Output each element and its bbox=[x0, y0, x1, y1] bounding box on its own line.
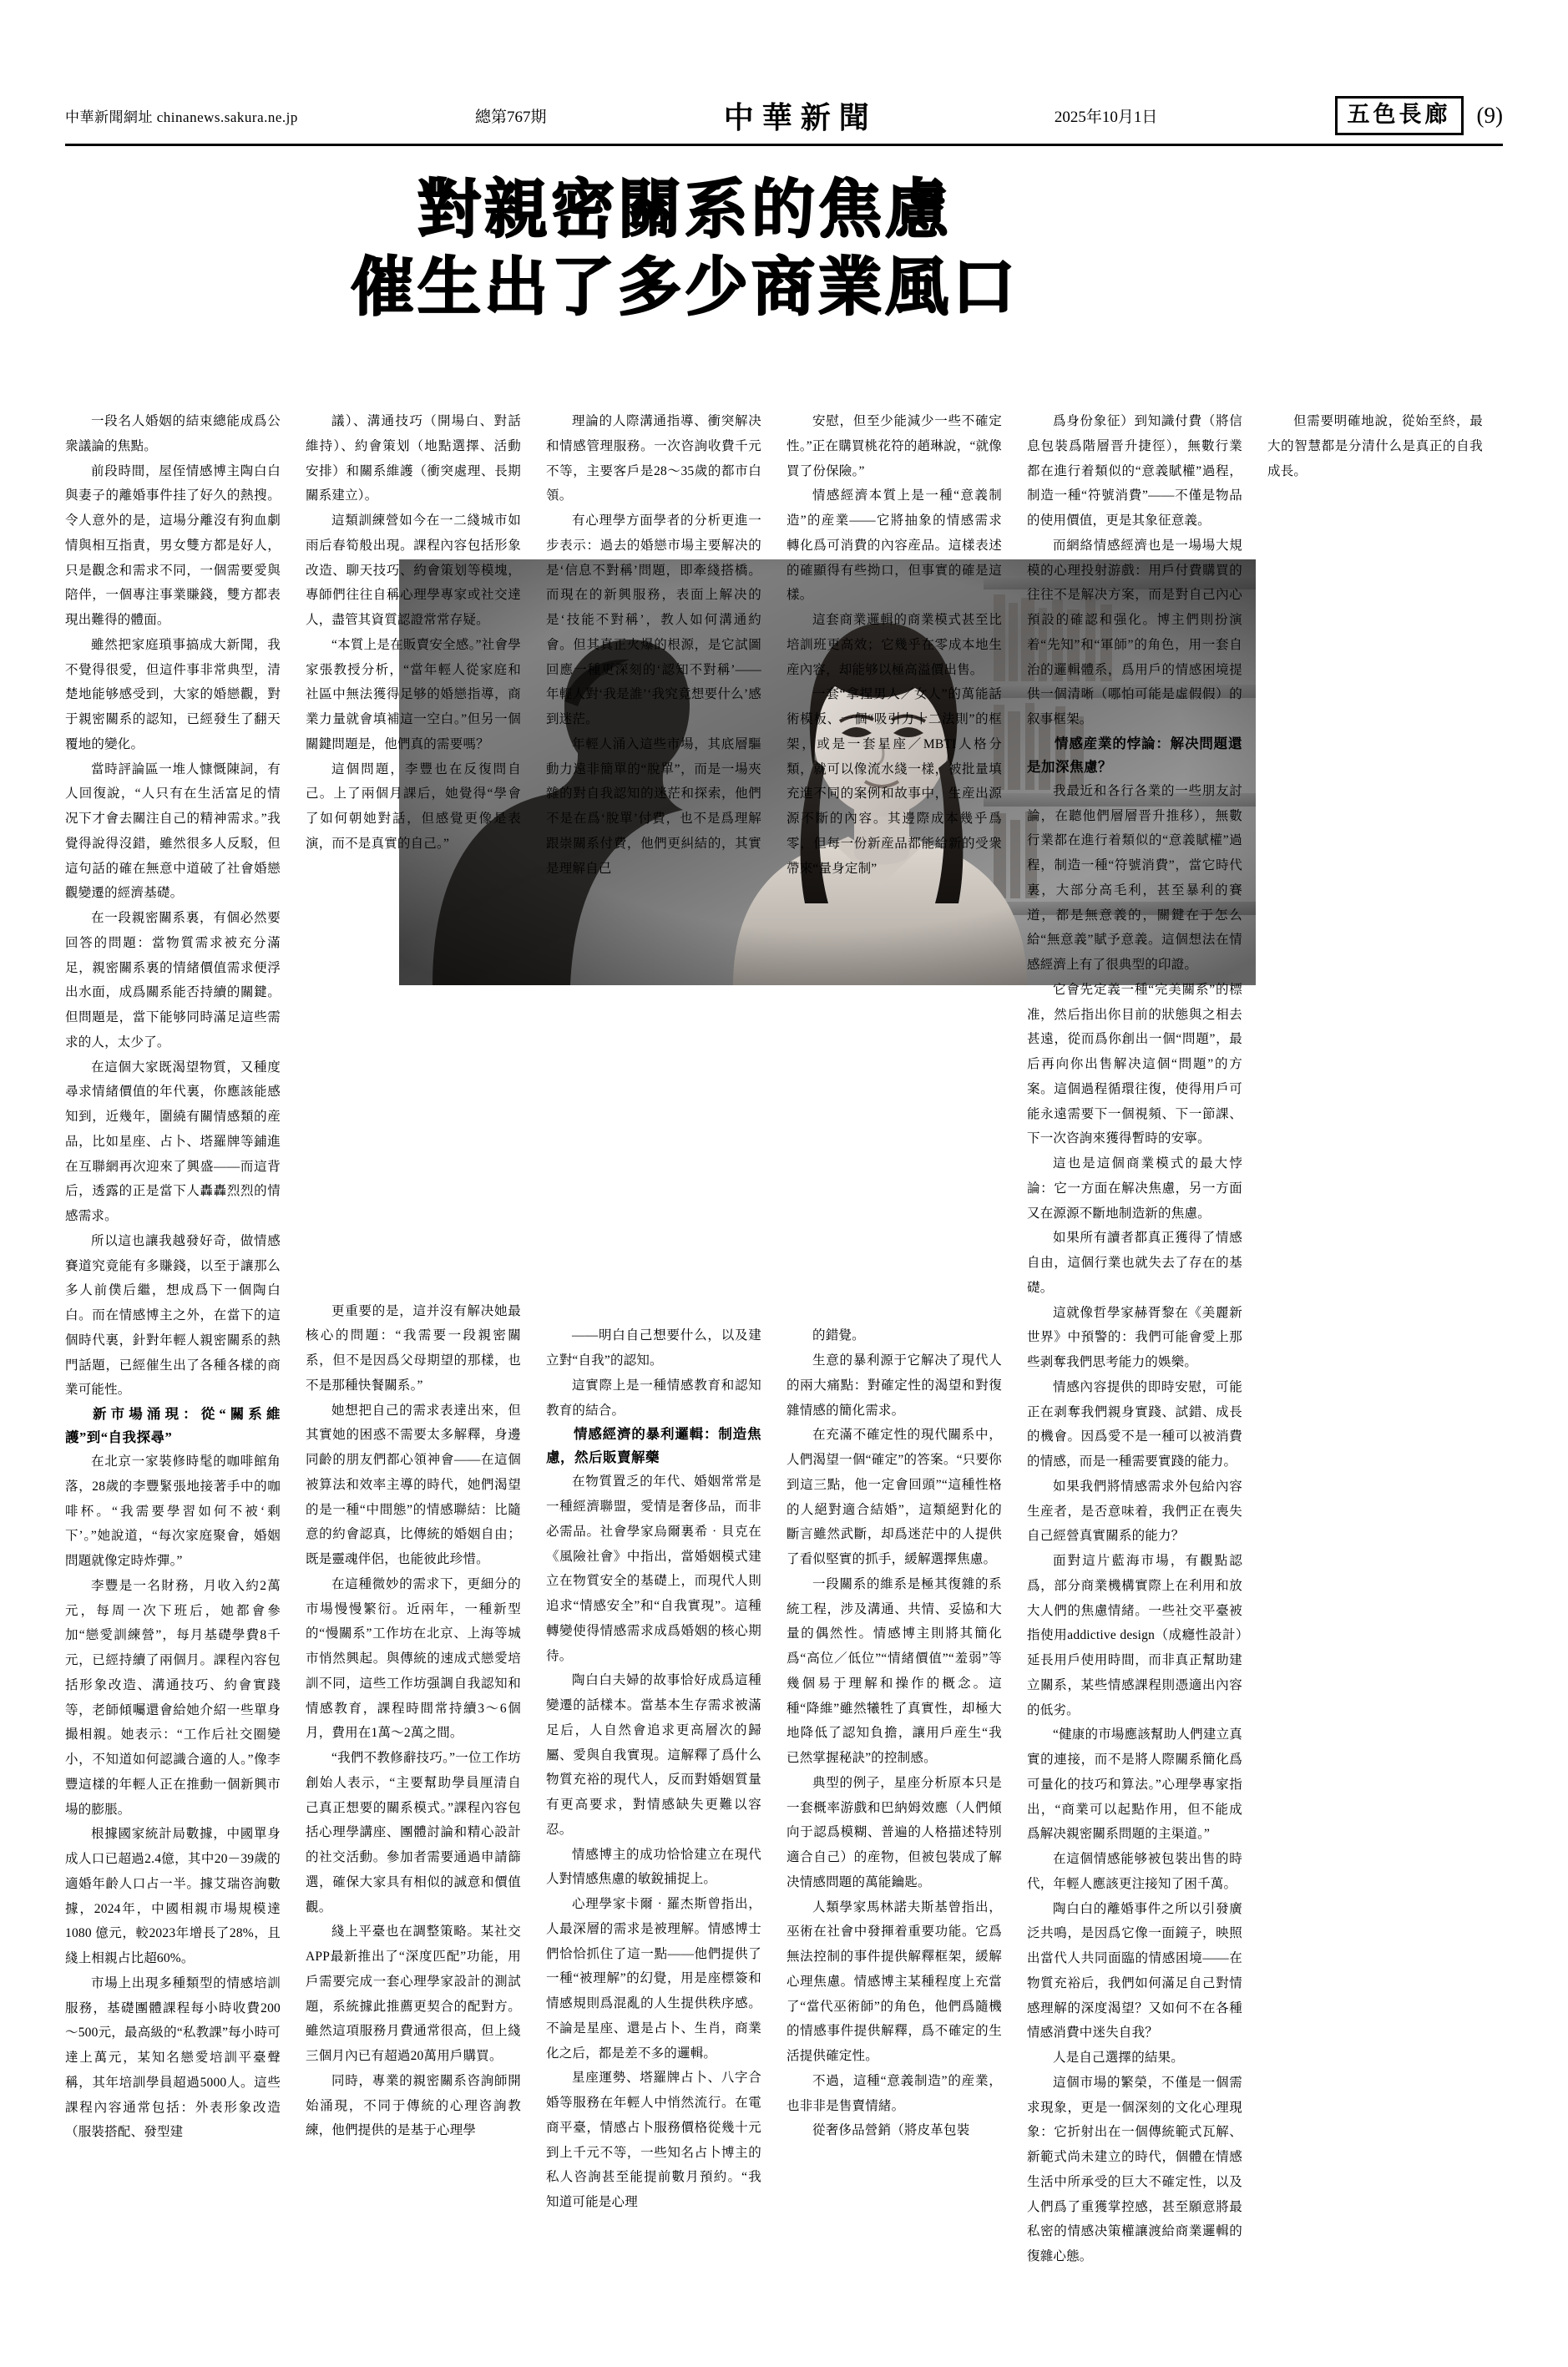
body-paragraph: 市場上出現多種類型的情感培訓服務，基礎團體課程每小時收費200～500元，最高級的“私教課”每小時可達上萬元，某知名戀愛培訓平臺聲稱，其年培訓學員超過5000人。這些課程內容通常包括：外表形象改造（服裝搭配、發型建 bbox=[65, 1975, 281, 2140]
body-paragraph: 議）、溝通技巧（開場白、對話維持）、約會策划（地點選擇、活動安排）和關系維護（衝突處理、長期關系建立）。 bbox=[306, 414, 521, 503]
body-paragraph: 而網絡情感經濟也是一場場大規模的心理投射游戲：用戶付費購買的往往不是解决方案，而是對自己內心預設的確認和强化。博主們則扮演着“先知”和“軍師”的角色，用一套自治的邏輯體系，爲用戶的情感困境提供一個清晰（哪怕可能是虛假假）的叙事框架。 bbox=[1027, 538, 1242, 726]
article-headline bbox=[100, 171, 1269, 326]
headline-line-2: 催生出了多少商業風口 bbox=[351, 249, 1019, 324]
body-paragraph: 情感博主的成功恰恰建立在現代人對情感焦慮的敏銳捕捉上。 bbox=[546, 1847, 761, 1887]
body-paragraph: 有心理學方面學者的分析更進一步表示：過去的婚戀市場主要解决的是‘信息不對稱’問題，即牽綫搭橋。而現在的新興服務，表面上解决的是‘技能不對稱’，教人如何溝通約會。但其真正火爆的根源，是它試圖回應一種更深刻的‘認知不對稱’——年輕人對‘我是誰’‘我究竟想要什么’感到迷茫。 bbox=[546, 513, 761, 726]
masthead-title: 中華新聞 bbox=[723, 100, 878, 134]
headline-line-1: 對親密關系的焦慮 bbox=[417, 172, 952, 246]
body-paragraph: 這個問題，李豐也在反復問自己。上了兩個月課后，她覺得“學會了如何朝她對話，但感覺更像是表演，而不是真實的自己。” bbox=[306, 761, 521, 851]
body-paragraph: “健康的市場應該幫助人們建立真實的連接，而不是將人際關系簡化爲可量化的技巧和算法。”心理學專家指出，“商業可以起點作用，但不能成爲解决親密關系問題的主渠道。” bbox=[1027, 1727, 1242, 1842]
column-6 bbox=[1267, 409, 1483, 483]
body-paragraph: 如果所有讀者都真正獲得了情感自由，這個行業也就失去了存在的基礎。 bbox=[1027, 1231, 1242, 1295]
body-paragraph: 這套商業邏輯的商業模式甚至比培訓班更高效；它幾乎在零成本地生産內容，却能够以極高溢價出售。 bbox=[787, 613, 1002, 677]
body-paragraph: 一段名人婚姻的結束總能成爲公衆議論的焦點。 bbox=[65, 414, 281, 453]
body-paragraph: 心理學家卡爾‧羅杰斯曾指出，人最深層的需求是被理解。情感博士們恰恰抓住了這一點——他們提供了一種“被理解”的幻覺，用是座標簽和情感規則爲混亂的人生提供秩序感。不論是星座、還是占卜、生肖，商業化之后，都是差不多的邏輯。 bbox=[546, 1897, 761, 2061]
body-paragraph: 在物質置乏的年代、婚姻常常是一種經濟聯盟，愛情是奢侈品，而非必需品。社會學家烏爾裏希‧貝克在《風險社會》中指出，當婚姻模式建立在物質安全的基礎上，而現代人則追求“情感安全”和“自我實現”。這種轉變使得情感需求成爲婚姻的核心期待。 bbox=[546, 1474, 761, 1663]
body-paragraph: 人是自己選擇的結果。 bbox=[1053, 2051, 1185, 2066]
body-paragraph: 在這種微妙的需求下，更細分的市場慢慢繁衍。近兩年，一種新型的“慢關系”工作坊在北京、上海等城市悄然興起。與傳統的速成式戀愛培訓不同，這些工作坊强調自我認知和情感教育，課程時間常持續3～6個月，費用在1萬～2萬之間。 bbox=[306, 1576, 521, 1741]
body-paragraph: 典型的例子，星座分析原本只是一套概率游戲和巴納姆效應（人們傾向于認爲模糊、普遍的人格描述特別適合自己）的産物，但被包裝成了解决情感問題的萬能鑰匙。 bbox=[787, 1775, 1002, 1889]
masthead-right bbox=[1335, 96, 1503, 135]
column-5 bbox=[1027, 409, 1242, 2269]
body-paragraph: 從奢侈品營銷（將皮革包裝 bbox=[812, 2123, 970, 2138]
body-paragraph: “本質上是在販賣安全感。”社會學家張教授分析，“當年輕人從家庭和社區中無法獲得足够的婚戀指導，商業力量就會填補這一空白。”但另一個關鍵問題是，他們真的需要嗎？ bbox=[306, 637, 521, 751]
body-paragraph: 情感內容提供的即時安慰，可能正在剥奪我們親身實踐、試錯、成長的機會。因爲愛不是一種可以被消費的情感，而是一種需要實踐的能力。 bbox=[1027, 1379, 1242, 1469]
column-2 bbox=[306, 409, 521, 2143]
column-4 bbox=[787, 409, 1002, 2143]
body-paragraph: 這也是這個商業模式的最大悖論：它一方面在解决焦慮，另一方面又在源源不斷地制造新的焦慮。 bbox=[1027, 1156, 1242, 1221]
body-paragraph: 在這個情感能够被包裝出售的時代，年輕人應該更注接知了困千萬。 bbox=[1027, 1852, 1242, 1891]
body-paragraph: 在北京一家裝修時髦的咖啡館角落，28歲的李豐緊張地接著手中的咖啡杯。“我需要學習如何不被‘剩下’。”她說道，“每次家庭聚會，婚姻問題就像定時炸彈。” bbox=[65, 1454, 281, 1569]
body-paragraph: 的錯覺。 bbox=[812, 1328, 865, 1343]
body-paragraph: 年輕人涌入這些市場，其底層驅動力遠非簡單的“脫單”，而是一場夾雜的對自我認知的迷茫和探索，他們不是在爲‘脫單’付費，也不是爲理解跟崇關系付費，他們更糾結的，其實是理解自己 bbox=[546, 736, 761, 876]
body-paragraph: 當時評論區一堆人慷慨陳詞，有人回復說，“人只有在生活富足的情况下才會去關注自己的精神需求。”我覺得說得沒錯，雖然很多人反駁，但這句話的確在無意中道破了社會婚戀觀變遷的經濟基礎。 bbox=[65, 761, 281, 901]
body-paragraph: 所以這也讓我越發好奇，做情感賽道究竟能有多賺錢，以至于讓那么多人前僕后繼，想成爲下一個陶白白。而在情感博主之外，在當下的這個時代裏，針對年輕人親密關系的熱門話題，已經催生出了各種各樣的商業可能性。 bbox=[65, 1233, 281, 1398]
section-subheading: 情感經濟的暴利邏輯：制造焦慮，然后販賣解藥 bbox=[546, 1426, 761, 1466]
section-subheading: 新市場涌現：從“關系維護”到“自我探尋” bbox=[65, 1406, 281, 1446]
photo-spacer bbox=[306, 857, 521, 1299]
body-paragraph: 更重要的是，這并沒有解决她最核心的問題：“我需要一段親密關系，但不是因爲父母期望的那樣，也不是那種快餐關系。” bbox=[306, 1303, 521, 1393]
body-paragraph: 生意的暴利源于它解决了現代人的兩大痛點：對確定性的渴望和對復雜情感的簡化需求。 bbox=[787, 1353, 1002, 1418]
column-3 bbox=[546, 409, 761, 2215]
body-paragraph: 陶白白夫婦的故事恰好成爲這種變遷的話樣本。當基本生存需求被滿足后，人自然會追求更高層次的歸屬、愛與自我實現。這解釋了爲什么物質充裕的現代人，反而對婚姻質量有更高要求，對情感缺失更難以容忍。 bbox=[546, 1673, 761, 1837]
body-paragraph: 李豐是一名財務，月收入約2萬元，每周一次下班后，她都會參加“戀愛訓練營”，每月基礎學費8千元，已經持續了兩個月。課程內容包括形象改造、溝通技巧、約會實踐等，老師傾囑還會給她介紹一些單身撮相親。她表示：“工作后社交圈變小，不知道如何認識合適的人。”像李豐這樣的年輕人正在推動一個新興市場的膨脹。 bbox=[65, 1578, 281, 1817]
body-paragraph: 在一段親密關系裏，有個必然要回答的問題：當物質需求被充分滿足，親密關系裏的情緒價值需求便浮出水面，成爲關系能否持續的關鍵。但問題是，當下能够同時滿足這些需求的人，太少了。 bbox=[65, 911, 281, 1049]
body-paragraph: 我最近和各行各業的一些朋友討論，在聽他們層層晋升推移），無數行業都在進行着類似的“意義賦權”過程，制造一種“符號消費”，當它時代裏，大部分高毛利，甚至暴利的賽道，都是無意義的，關鍵在于怎么給“無意義”賦予意義。這個想法在情感經濟上有了很典型的印證。 bbox=[1027, 783, 1242, 973]
page-number: (9) bbox=[1476, 102, 1503, 128]
section-badge: 五色長廊 bbox=[1335, 96, 1464, 135]
photo-spacer bbox=[787, 881, 1002, 1323]
body-paragraph: 面對這片藍海市場，有觀點認爲，部分商業機構實際上在利用和放大人們的焦慮情緒。一些社交平臺被指使用addictive design（成癮性設計）延長用戶使用時間，而非真正幫助建立關系，某些情感課程則憑適出內容的低劣。 bbox=[1027, 1554, 1242, 1717]
body-paragraph: 前段時間，屋侄情感博主陶白白與妻子的離婚事件挂了好久的熱搜。令人意外的是，這場分離沒有狗血劇情與相互指責，男女雙方都是好人，只是觀念和需求不同，一個需要愛與陪伴，一個專注事業賺錢，雙方都表現出難得的體面。 bbox=[65, 463, 281, 627]
body-paragraph: 一套“拿捏男人／女人”的萬能話術模板、一個“吸引力十二法則”的框架，或是一套星座／MBTI人格分類，就可以像流水綫一樣，被批量填充進不同的案例和故事中，生産出源源不斷的內容。其邊際成本幾乎爲零，但每一份新産品都能給新的受衆帶來“量身定制” bbox=[787, 687, 1002, 876]
body-paragraph: 在充滿不確定性的現代關系中，人們渴望一個“確定”的答案。“只要你到這三點，他一定會回頭”“這種性格的人絕對適合結婚”，這類絕對化的斷言雖然武斷，却爲迷茫中的人提供了看似堅實的抓手，緩解選擇焦慮。 bbox=[787, 1428, 1002, 1566]
masthead-date: 2025年10月1日 bbox=[1054, 108, 1158, 126]
body-paragraph: 不過，這種“意義制造”的産業，也非非是售賣情緒。 bbox=[787, 2073, 1002, 2113]
body-paragraph: 但需要明確地說，從始至終，最大的智慧都是分清什么是真正的自我成長。 bbox=[1267, 414, 1483, 478]
body-paragraph: 陶白白的離婚事件之所以引發廣泛共鳴，是因爲它像一面鏡子，映照出當代人共同面臨的情感困境——在物質充裕后，我們如何滿足自己對情感理解的深度渴望？又如何不在各種情感消費中迷失自我？ bbox=[1027, 1901, 1242, 2041]
body-paragraph: 她想把自己的需求表達出來，但其實她的困惑不需要太多解釋，身邊同齡的朋友們都心領神會——在這個被算法和效率主導的時代，她們渴望的是一種“中間態”的情感聯結：比隨意的約會認真，比傳統的婚姻自由；既是靈魂伴侶，也能彼此珍惜。 bbox=[306, 1403, 521, 1566]
body-paragraph: 安慰，但至少能減少一些不確定性。”正在購買桃花符的趙琳說，“就像買了份保險。” bbox=[787, 414, 1002, 478]
body-paragraph: 人類學家馬林諾夫斯基曾指出，巫術在社會中發揮着重要功能。它爲無法控制的事件提供解釋框架，緩解心理焦慮。情感博主某種程度上充當了“當代巫術師”的角色，他們爲隨機的情感事件提供解釋，爲不確定的生活提供確定性。 bbox=[787, 1899, 1002, 2063]
body-paragraph: 這個市場的繁榮，不僅是一個需求現象，更是一個深刻的文化心理現象：它折射出在一個傳統範式瓦解、新範式尚未建立的時代，個體在情感生活中所承受的巨大不確定性，以及人們爲了重獲掌控感，甚至願意將最私密的情感决策權讓渡給商業邏輯的復雜心態。 bbox=[1027, 2075, 1242, 2264]
body-paragraph: 雖然把家庭瑣事搞成大新聞，我不覺得很愛，但這件事非常典型，清楚地能够感受到，大家的婚戀觀，對于親密關系的認知，已經發生了翻天覆地的變化。 bbox=[65, 637, 281, 751]
body-paragraph: 如果我們將情感需求外包給內容生産者，是否意味着，我們正在喪失自己經營真實關系的能力？ bbox=[1027, 1479, 1242, 1544]
body-paragraph: 這就像哲學家赫胥黎在《美麗新世界》中預警的：我們可能會愛上那些剥奪我們思考能力的娛樂。 bbox=[1027, 1305, 1242, 1370]
body-paragraph: 它會先定義一種“完美關系”的標准，然后指出你目前的狀態與之相去甚遠，從而爲你創出一個“問題”，最后再向你出售解决這個“問題”的方案。這個過程循環往復，使得用戶可能永遠需要下一個視頻、下一節課、下一次咨詢來獲得暫時的安寧。 bbox=[1027, 982, 1242, 1146]
body-paragraph: ——明白自己想要什么，以及建立對“自我”的認知。 bbox=[546, 1328, 761, 1368]
body-paragraph: 在這個大家既渴望物質，又種度尋求情緒價值的年代裏，你應該能感知到，近幾年，圍繞有關情感類的産品，比如星座、占卜、塔羅牌等鋪進在互聯網再次迎來了興盛——而這背后，透露的正是當下人轟轟烈烈的情感需求。 bbox=[65, 1060, 281, 1223]
body-paragraph: 爲身份象征）到知識付費（將信息包裝爲階層晋升捷徑），無數行業都在進行着類似的“意義賦權”過程，制造一種“符號消費”——不僅是物品的使用價值，更是其象征意義。 bbox=[1027, 414, 1242, 528]
body-paragraph: “我們不教修辭技巧。”一位工作坊創始人表示，“主要幫助學員厘清自己真正想要的關系模式。”課程內容包括心理學講座、團體討論和精心設計的社交活動。參加者需要通過申請篩選，確保大家具有相似的誠意和價值觀。 bbox=[306, 1751, 521, 1914]
body-paragraph: 一段關系的維系是極其復雜的系統工程，涉及溝通、共情、妥協和大量的偶然性。情感博主則將其簡化爲“高位／低位”“情緒價值”“羞弱”等幾個易于理解和操作的概念。這種“降維”雖然犧牲了真實性，却極大地降低了認知負擔，讓用戶産生“我已然掌握秘訣”的控制感。 bbox=[787, 1576, 1002, 1765]
body-paragraph: 同時，專業的親密關系咨詢師開始涌現，不同于傳統的心理咨詢教練，他們提供的是基于心理學 bbox=[306, 2073, 521, 2138]
masthead-rule bbox=[65, 144, 1503, 146]
body-paragraph: 這類訓練營如今在一二綫城市如雨后春筍般出現。課程內容包括形象改造、聊天技巧、約會策划等模塊，專師們往往自稱心理學專家或社交達人，盡管其資質認證常常存疑。 bbox=[306, 513, 521, 627]
masthead bbox=[65, 90, 1503, 140]
section-subheading: 情感産業的悖論：解决問題還是加深焦慮？ bbox=[1027, 735, 1242, 775]
body-paragraph: 星座運勢、塔羅牌占卜、八字合婚等服務在年輕人中悄然流行。在電商平臺，情感占卜服務價格從幾十元到上千元不等，一些知名占卜博主的私人咨詢甚至能提前數月預約。“我知道可能是心理 bbox=[546, 2071, 761, 2210]
masthead-issue: 總第767期 bbox=[475, 108, 547, 126]
body-paragraph: 這實際上是一種情感教育和認知教育的結合。 bbox=[546, 1378, 761, 1418]
photo-spacer bbox=[546, 881, 761, 1323]
masthead-site-label: 中華新聞網址 chinanews.sakura.ne.jp bbox=[65, 109, 298, 125]
body-paragraph: 綫上平臺也在調整策略。某社交APP最新推出了“深度匹配”功能，用戶需要完成一套心理學家設計的測試題，系統據此推薦更契合的配對方。雖然這項服務月費通常很高，但上綫三個月內已有超過20萬用戶購買。 bbox=[306, 1924, 521, 2063]
body-paragraph: 理論的人際溝通指導、衝突解决和情感管理服務。一次咨詢收費千元不等，主要客戶是28～35歲的都市白領。 bbox=[546, 414, 761, 503]
article-body bbox=[65, 409, 1503, 2304]
column-1 bbox=[65, 409, 281, 2145]
body-paragraph: 情感經濟本質上是一種“意義制造”的産業——它將抽象的情感需求轉化爲可消費的內容産品。這樣表述的確顯得有些拗口，但事實的確是這樣。 bbox=[787, 488, 1002, 603]
body-paragraph: 根據國家統計局數據，中國單身成人口已超過2.4億，其中20－39歲的適婚年齡人口占一半。據艾瑞咨詢數據，2024年，中國相親市場規模達 1080 億元，較2023年增長了28%，且綫上相親占比超60%。 bbox=[65, 1827, 281, 1966]
